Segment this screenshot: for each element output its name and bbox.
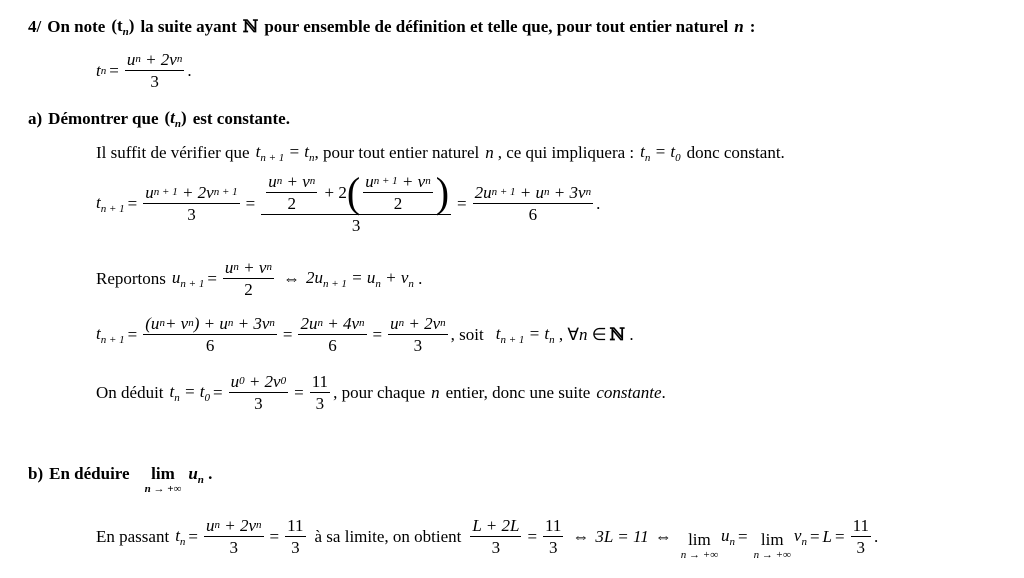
fraction: u n + 2v n 3 — [390, 314, 446, 355]
naturals-symbol: ℕ — [609, 324, 626, 345]
equals: = — [109, 60, 119, 80]
fraction: $\frac{L + 2L}{3}$ — [472, 516, 520, 557]
fraction: u n + 2v n 3 — [206, 516, 262, 557]
variable-n: n — [734, 17, 744, 36]
fraction: u n + v n 2 — [224, 258, 272, 299]
text: , pour chaque — [333, 382, 426, 402]
fraction: u n + 1 + v n 2 — [365, 172, 431, 213]
text: constante — [596, 382, 662, 402]
subscript: n — [100, 64, 107, 77]
text: Démontrer que — [48, 109, 159, 128]
colon: : — [749, 17, 756, 36]
fraction: u 0 + 2v 0 3 — [230, 372, 287, 413]
fraction: $\frac{11}{3}$ — [852, 516, 869, 557]
text: , ce qui impliquera : — [497, 143, 635, 162]
equation: $t_n = t_0$ — [640, 142, 681, 164]
text: Il suffit de vérifier que — [96, 143, 250, 162]
tn-symbol: $(t_n)$ — [111, 16, 135, 38]
fraction: $\frac{11}{3}$ — [311, 372, 329, 413]
text: donc constant. — [686, 143, 785, 162]
part-label: b) — [28, 464, 44, 483]
text: entier, donc une suite — [445, 382, 591, 402]
computation-simplify: $t_{n + 1}$ = (u n + v n ) + u n + 3v n 6 = 2u n + 4v n 6 = u n + 2v n 3 , soit $t_{n + 1} = t_n$ , ∀n ∈ ℕ . — [96, 314, 634, 355]
fraction: u n + 2v n 3 — [126, 50, 183, 91]
limit: lim n → +∞ — [144, 464, 182, 495]
equation: $t_{n + 1} = t_n$ — [255, 142, 315, 164]
part-a-intro — [96, 142, 785, 164]
computation-tn1: $t_{n + 1}$ = u n + 1 + 2v n + 1 3 = u n + v n 2 + 2 ( u n + 1 + v n 2 ) 3 = 2u n + 1 + u n + 3v n 6 . — [96, 168, 601, 235]
definition-formula — [96, 50, 192, 91]
reportons-line: Reportons $u_{n + 1}$ = u n + v n 2 ⇔ $2u_{n + 1} = u_n + v_n$ . — [96, 258, 423, 299]
text: est constante. — [192, 109, 290, 128]
part-a-title — [28, 108, 290, 130]
fraction: $\frac{11}{3}$ — [545, 516, 562, 557]
fraction: u n + v n 2 — [268, 172, 316, 213]
text: , pour tout entier naturel — [314, 143, 480, 162]
question-4-statement — [28, 16, 755, 38]
variable-n: n — [485, 143, 494, 162]
text: On déduit — [96, 382, 164, 402]
text: la suite ayant — [140, 17, 237, 36]
text: En passant — [96, 526, 170, 546]
variable-n: n — [431, 382, 440, 402]
part-label: a) — [28, 109, 43, 128]
question-number: 4/ — [28, 17, 42, 36]
text: pour ensemble de définition et telle que, pour tout entier naturel — [264, 17, 729, 36]
fraction: u n + v n 2 + 2 ( u n + 1 + v n 2 ) 3 — [261, 172, 451, 235]
fraction: 2u n + 1 + u n + 3v n 6 — [474, 183, 592, 224]
deduit-line: On déduit $t_n = t_0$ = u 0 + 2v 0 3 = $\frac{11}{3}$ , pour chaque n entier, donc une suite constante . — [96, 372, 666, 413]
fraction: 2u n + 4v n 6 — [300, 314, 365, 355]
period: . — [187, 60, 192, 80]
text: Reportons — [96, 268, 166, 288]
tn-symbol: $(t_n)$ — [164, 108, 187, 130]
t-symbol: t — [96, 60, 101, 80]
passant-line: En passant $t_n$ = u n + 2v n 3 = $\frac{11}{3}$ à sa limite, on obtient $\frac{L + 2L}{3}$ = $\frac{11}{3}$ ⇔ 3L = 11 ⇔ lim n → +∞ $u_n$ = lim n → +∞ $v_n$ = L = $\frac{11}{3}$ . — [96, 516, 879, 561]
text: , soit — [450, 324, 484, 344]
text: En déduire — [49, 464, 130, 483]
fraction: u n + 1 + 2v n + 1 3 — [145, 183, 238, 224]
fraction: (u n + v n ) + u n + 3v n 6 — [145, 314, 275, 355]
limit: lim n → +∞ — [680, 530, 719, 561]
text: à sa limite, on obtient — [314, 526, 462, 546]
text: On note — [47, 17, 106, 36]
limit: lim n → +∞ — [753, 530, 791, 561]
naturals-symbol: ℕ — [242, 17, 259, 37]
part-b-title: b) En déduire lim n → +∞ $u_n$ . — [28, 464, 213, 495]
fraction: $\frac{11}{3}$ — [287, 516, 304, 557]
